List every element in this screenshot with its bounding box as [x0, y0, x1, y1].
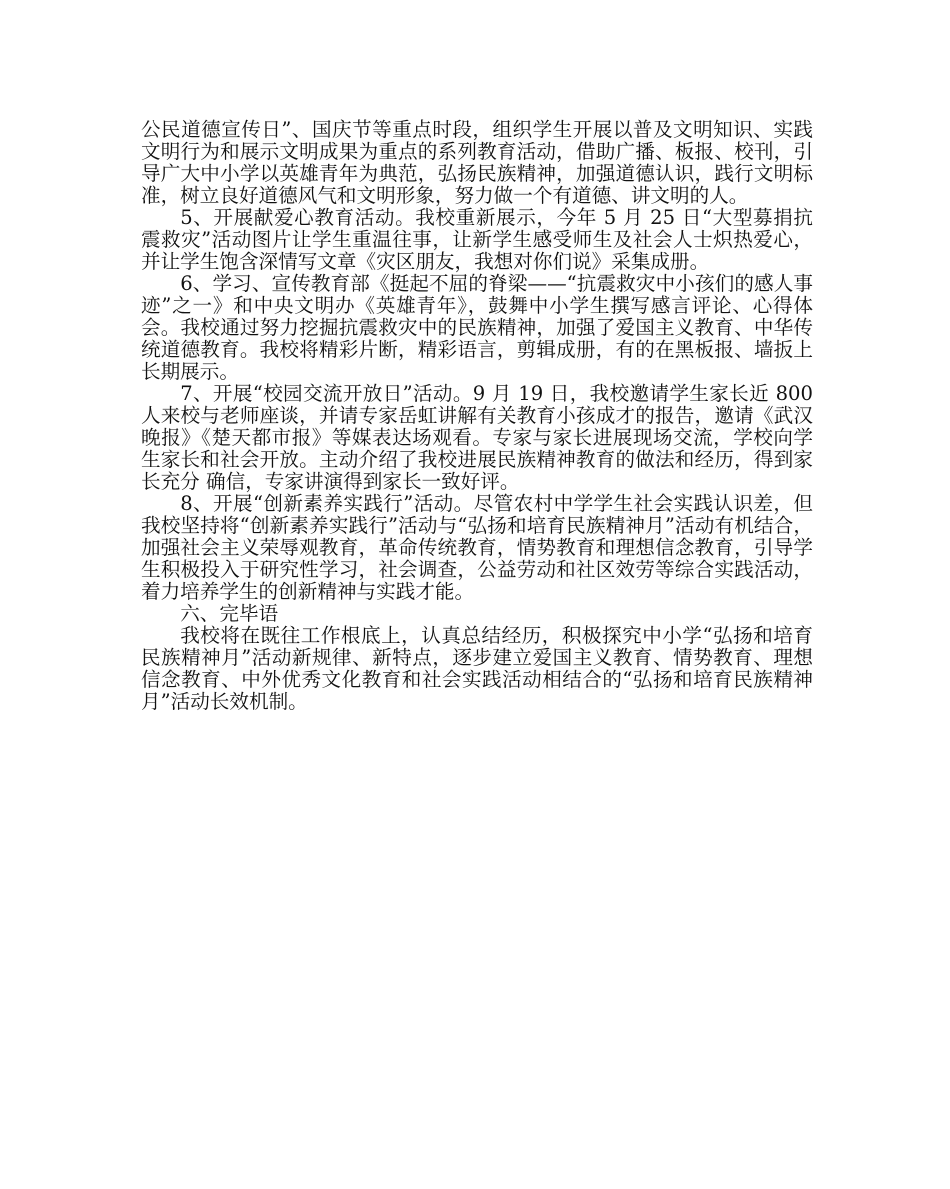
paragraph-continuation: 公民道德宣传日”、国庆节等重点时段，组织学生开展以普及文明知识、实践文明行为和展示文明成果为重点的系列教育活动，借助广播、板报、校刊，引导广大中小学以英雄青年为典范，弘扬民族精神，加强道德认识，践行文明标准，树立良好道德风气和文明形象，努力做一个有道德、讲文明的人。 — [141, 118, 813, 207]
section-heading-6: 六、完毕语 — [180, 602, 279, 625]
paragraph-item-7: 7、开展“校园交流开放日”活动。9 月 19 日，我校邀请学生家长近 800 人来校与老师座谈，并请专家岳虹讲解有关教育小孩成才的报告，邀请《武汉晚报》《楚天都市报》等媒表达场观看。专家与家长进展现场交流，学校向学生家长和社会开放。主动介绍了我校进展民族精神教育的做法和经历，得到家长充分 确信，专家讲演得到家长一致好评。 — [141, 382, 813, 493]
paragraph-closing: 我校将在既往工作根底上，认真总结经历，积极探究中小学“弘扬和培育民族精神月”活动新规律、新特点，逐步建立爱国主义教育、情势教育、理想信念教育、中外优秀文化教育和社会实践活动相结合的“弘扬和培育民族精神月”活动长效机制。 — [141, 624, 813, 713]
document-page — [141, 119, 813, 713]
paragraph-item-6: 6、学习、宣传教育部《挺起不屈的脊梁——“抗震救灾中小孩们的感人事迹”之一》和中央文明办《英雄青年》，鼓舞中小学生撰写感言评论、心得体会。我校通过努力挖掘抗震救灾中的民族精神，加强了爱国主义教育、中华传统道德教育。我校将精彩片断，精彩语言，剪辑成册，有的在黑板报、墙扳上长期展示。 — [141, 272, 813, 383]
paragraph-item-5: 5、开展献爱心教育活动。我校重新展示，今年 5 月 25 日“大型募捐抗震救灾”活动图片让学生重温往事，让新学生感受师生及社会人士炽热爱心，并让学生饱含深情写文章《灾区朋友，我想对你们说》采集成册。 — [141, 206, 813, 273]
paragraph-item-8: 8、开展“创新素养实践行”活动。尽管农村中学学生社会实践认识差，但我校坚持将“创新素养实践行”活动与“弘扬和培育民族精神月”活动有机结合，加强社会主义荣辱观教育，革命传统教育，情势教育和理想信念教育，引导学生积极投入于研究性学习，社会调查，公益劳动和社区效劳等综合实践活动，着力培养学生的创新精神与实践才能。 — [141, 492, 813, 603]
